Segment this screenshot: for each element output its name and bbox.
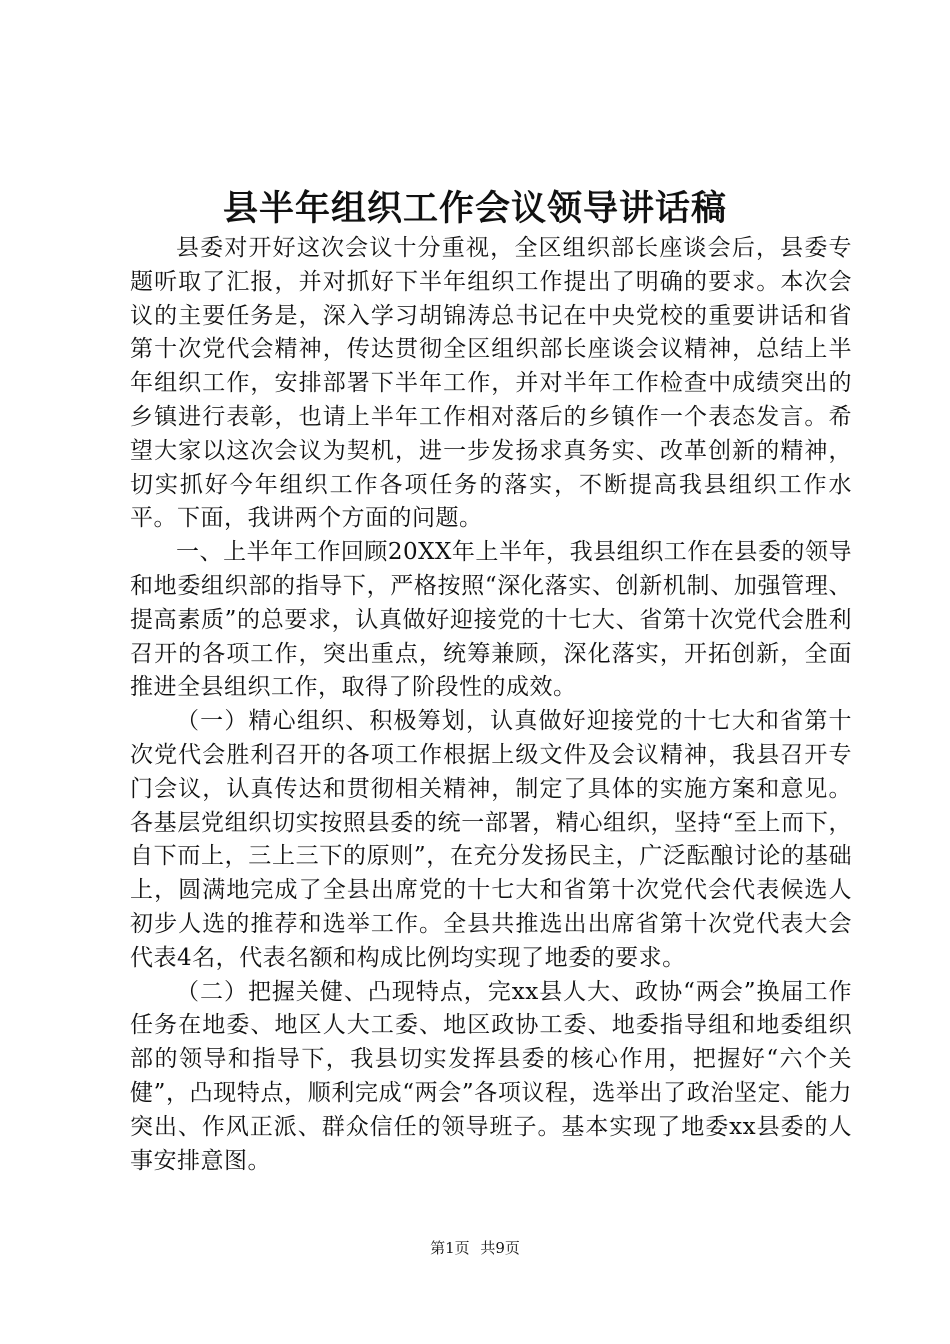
document-body [130, 232, 852, 1178]
paragraph-subsection-two: （二）把握关健、凸现特点，完xx县人大、政协“两会”换届工作任务在地委、地区人大工委、地区政协工委、地委指导组和地委组织部的领导和指导下，我县切实发挥县委的核心作用，把握好“六个关健”，凸现特点，顺利完成“两会”各项议程，选举出了政治坚定、能力突出、作风正派、群众信任的领导班子。基本实现了地委xx县委的人事安排意图。 [130, 978, 852, 1174]
page-footer [0, 1238, 950, 1258]
paragraph-section-one: 一、上半年工作回顾20XX年上半年，我县组织工作在县委的领导和地委组织部的指导下，严格按照“深化落实、创新机制、加强管理、提高素质”的总要求，认真做好迎接党的十七大、省第十次党代会胜利召开的各项工作，突出重点，统筹兼顾，深化落实，开拓创新，全面推进全县组织工作，取得了阶段性的成效。 [130, 539, 852, 701]
page-total: 共9页 [480, 1239, 520, 1257]
paragraph-subsection-one: （一）精心组织、积极筹划，认真做好迎接党的十七大和省第十次党代会胜利召开的各项工作根据上级文件及会议精神，我县召开专门会议，认真传达和贯彻相关精神，制定了具体的实施方案和意见。各基层党组织切实按照县委的统一部署，精心组织，坚持“至上而下，自下而上，三上三下的原则”，在充分发扬民主，广泛酝酿讨论的基础上，圆满地完成了全县出席党的十七大和省第十次党代会代表候选人初步人选的推荐和选举工作。全县共推选出出席省第十次党代表大会代表4名，代表名额和构成比例均实现了地委的要求。 [130, 708, 852, 971]
paragraph-intro: 县委对开好这次会议十分重视，全区组织部长座谈会后，县委专题听取了汇报，并对抓好下半年组织工作提出了明确的要求。本次会议的主要任务是，深入学习胡锦涛总书记在中央党校的重要讲话和省第十次党代会精神，传达贯彻全区组织部长座谈会议精神，总结上半年组织工作，安排部署下半年工作，并对半年工作检查中成绩突出的乡镇进行表彰，也请上半年工作相对落后的乡镇作一个表态发言。希望大家以这次会议为契机，进一步发扬求真务实、改革创新的精神，切实抓好今年组织工作各项任务的落实，不断提高我县组织工作水平。下面，我讲两个方面的问题。 [130, 235, 852, 532]
page-number: 第1页 [430, 1239, 470, 1257]
document-title: 县半年组织工作会议领导讲话稿 [222, 188, 727, 229]
